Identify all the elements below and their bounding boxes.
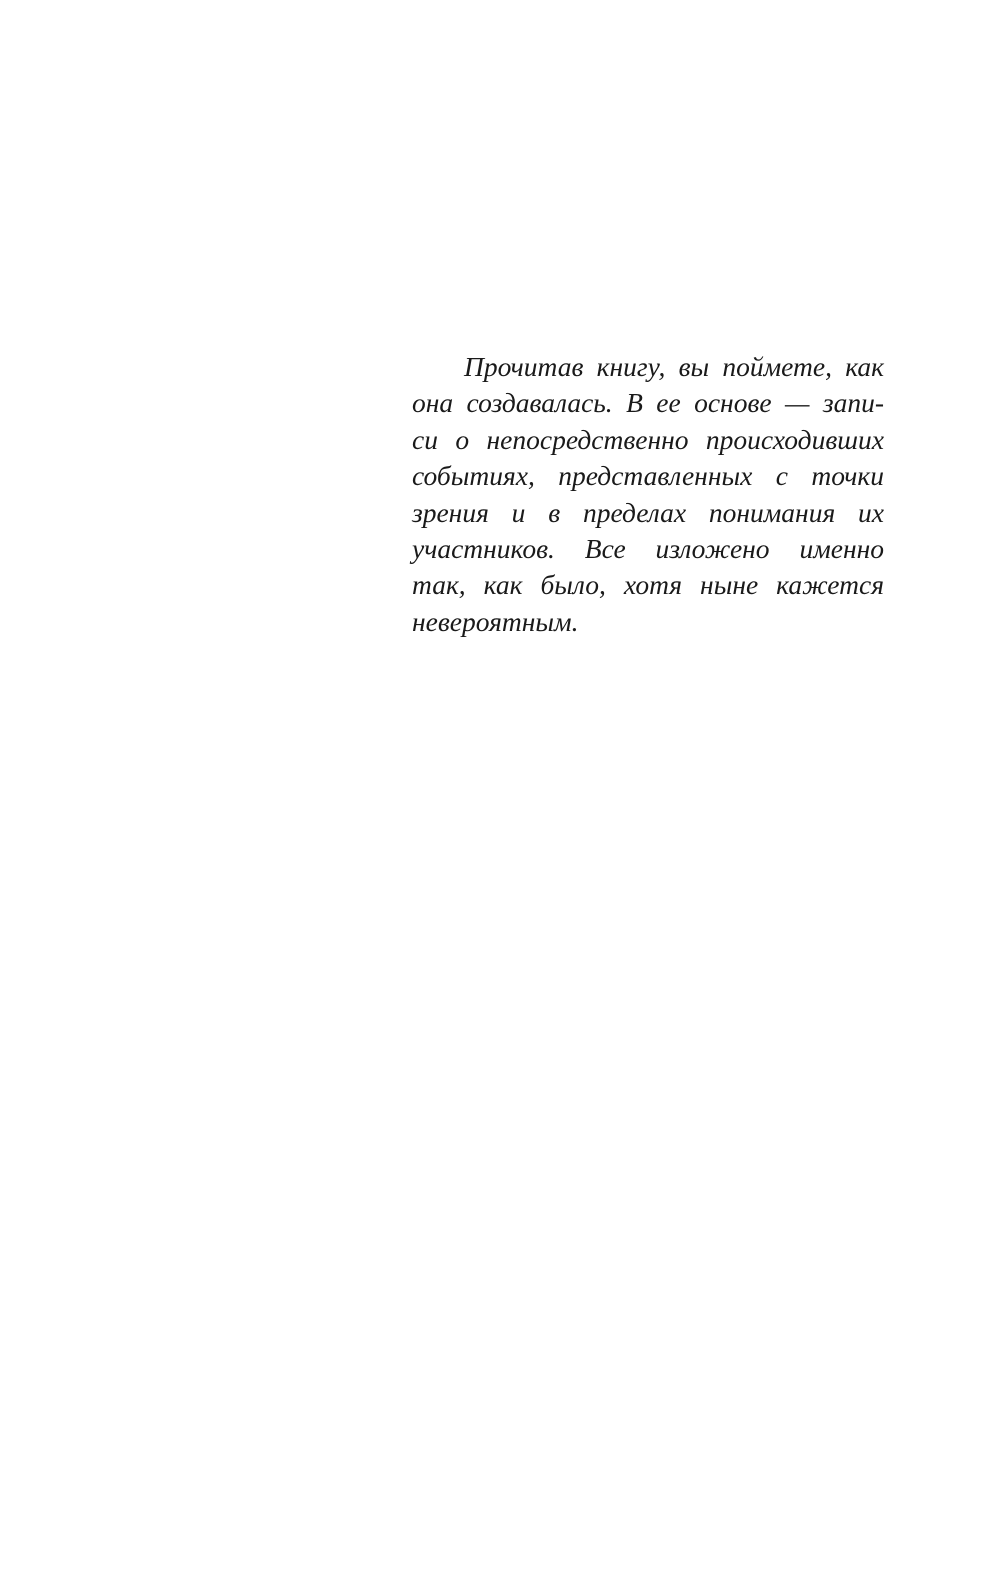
epigraph-line: Прочитав книгу, вы поймете, как (464, 351, 884, 382)
epigraph-line: так, как было, хотя ныне кажется (412, 569, 884, 601)
epigraph-line: она создавалась. В ее основе — запи- (412, 387, 884, 419)
epigraph-line: зрения и в пределах понимания их (412, 496, 884, 528)
epigraph-line: невероятным. (412, 605, 579, 637)
epigraph-line: событиях, представленных с точки (412, 460, 884, 492)
epigraph-paragraph (412, 349, 884, 640)
epigraph-line: участников. Все изложено именно (412, 532, 884, 564)
epigraph-line: си о непосредственно происходивших (412, 423, 884, 455)
